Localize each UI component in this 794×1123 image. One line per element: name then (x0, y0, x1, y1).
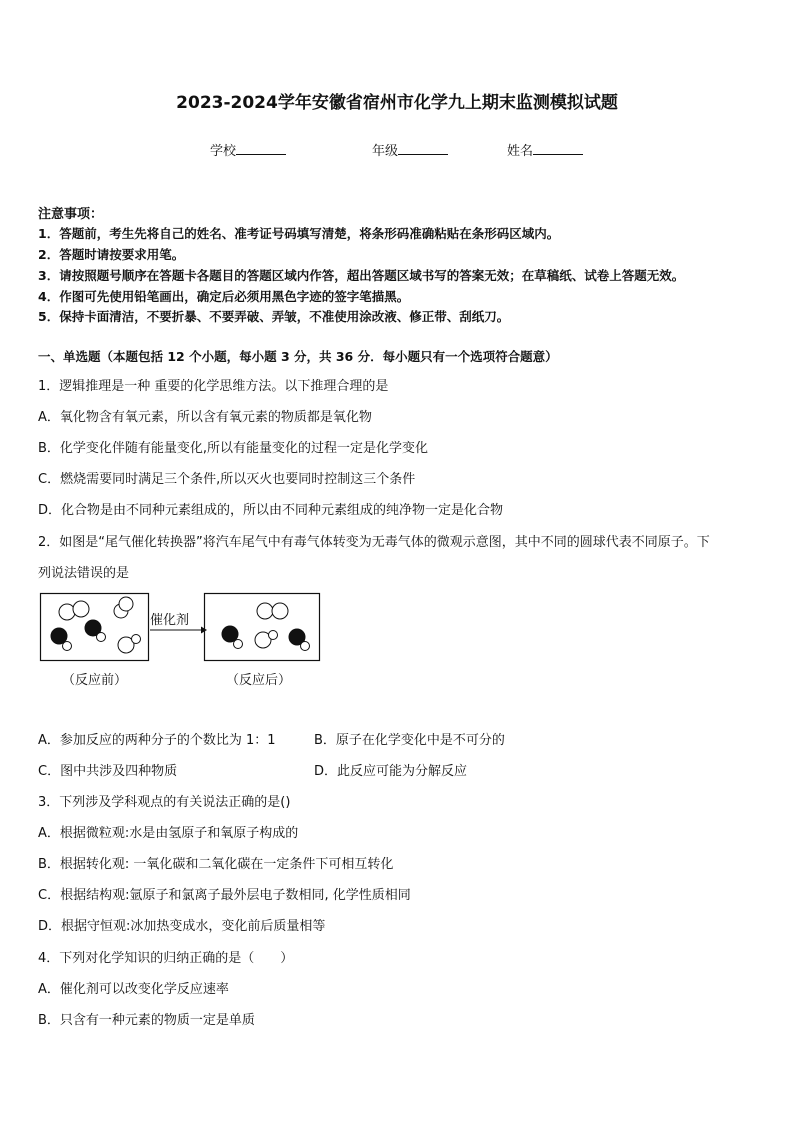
name-blank[interactable] (533, 142, 583, 155)
q4-option-b[interactable]: B．只含有一种元素的物质一定是单质 (38, 1013, 255, 1028)
page-title: 2023-2024学年安徽省宿州市化学九上期末监测模拟试题 (176, 93, 618, 113)
small-atom (234, 640, 243, 649)
small-atom (63, 642, 72, 651)
catalyst-label: 催化剂 (150, 613, 190, 628)
white-atom (59, 604, 75, 620)
reaction-diagram (38, 590, 328, 670)
white-atom (272, 603, 288, 619)
q2-stem-line2: 列说法错误的是 (38, 566, 130, 581)
q2-option-a[interactable]: A．参加反应的两种分子的个数比为 1：1 (38, 733, 276, 748)
small-atom (269, 631, 278, 640)
grade-blank[interactable] (398, 142, 448, 155)
q2-option-c[interactable]: C．图中共涉及四种物质 (38, 764, 178, 779)
school-label: 学校 (210, 144, 237, 159)
after-caption: （反应后） (226, 673, 292, 688)
notice-item: 3．请按照题号顺序在答题卡各题目的答题区域内作答，超出答题区域书写的答案无效；在草稿纸、试卷上答题无效。 (38, 268, 685, 283)
q4-stem: 4．下列对化学知识的归纳正确的是（ ） (38, 951, 294, 966)
school-blank[interactable] (236, 142, 286, 155)
q1-option-c[interactable]: C．燃烧需要同时满足三个条件,所以灭火也要同时控制这三个条件 (38, 472, 416, 487)
q3-option-a[interactable]: A．根据微粒观:水是由氢原子和氧原子构成的 (38, 826, 299, 841)
grade-label: 年级 (372, 144, 399, 159)
school-field[interactable] (210, 140, 286, 159)
white-atom (257, 603, 273, 619)
grade-field[interactable] (372, 140, 448, 159)
q3-stem: 3．下列涉及学科观点的有关说法正确的是() (38, 795, 291, 810)
q1-option-d[interactable]: D．化合物是由不同种元素组成的，所以由不同种元素组成的纯净物一定是化合物 (38, 503, 504, 518)
small-atom (301, 642, 310, 651)
notice-item: 1．答题前，考生先将自己的姓名、准考证号码填写清楚，将条形码准确粘贴在条形码区域内。 (38, 226, 560, 241)
notice-heading: 注意事项： (38, 207, 104, 222)
q1-option-b[interactable]: B．化学变化伴随有能量变化,所以有能量变化的过程一定是化学变化 (38, 441, 429, 456)
white-atom (73, 601, 89, 617)
black-atom (222, 626, 238, 642)
small-atom (97, 633, 106, 642)
q3-option-b[interactable]: B．根据转化观: 一氧化碳和二氧化碳在一定条件下可相互转化 (38, 857, 394, 872)
white-atom (119, 597, 133, 611)
notice-item: 2．答题时请按要求用笔。 (38, 247, 185, 262)
q1-option-a[interactable]: A．氧化物含有氧元素，所以含有氧元素的物质都是氧化物 (38, 410, 372, 425)
q3-option-d[interactable]: D．根据守恒观:冰加热变成水，变化前后质量相等 (38, 919, 326, 934)
black-atom (51, 628, 67, 644)
notice-item: 4．作图可先使用铅笔画出，确定后必须用黑色字迹的签字笔描黑。 (38, 289, 410, 304)
q2-stem-line1: 2．如图是“尾气催化转换器”将汽车尾气中有毒气体转变为无毒气体的微观示意图，其中不同的圆球代表不同原子。下 (38, 535, 710, 550)
q4-option-a[interactable]: A．催化剂可以改变化学反应速率 (38, 982, 229, 997)
q1-stem: 1．逻辑推理是一种 重要的化学思维方法。以下推理合理的是 (38, 379, 389, 394)
name-label: 姓名 (507, 144, 534, 159)
notice-item: 5．保持卡面清洁，不要折暴、不要弄破、弄皱，不准使用涂改液、修正带、刮纸刀。 (38, 309, 510, 324)
q3-option-c[interactable]: C．根据结构观:氩原子和氯离子最外层电子数相同, 化学性质相同 (38, 888, 411, 903)
small-atom (132, 635, 141, 644)
before-caption: （反应前） (62, 673, 128, 688)
section-heading: 一、单选题（本题包括 12 个小题，每小题 3 分，共 36 分．每小题只有一个选项符合题意） (38, 349, 558, 364)
name-field[interactable] (507, 140, 583, 159)
q2-option-d[interactable]: D．此反应可能为分解反应 (314, 764, 468, 779)
q2-option-b[interactable]: B．原子在化学变化中是不可分的 (314, 733, 505, 748)
